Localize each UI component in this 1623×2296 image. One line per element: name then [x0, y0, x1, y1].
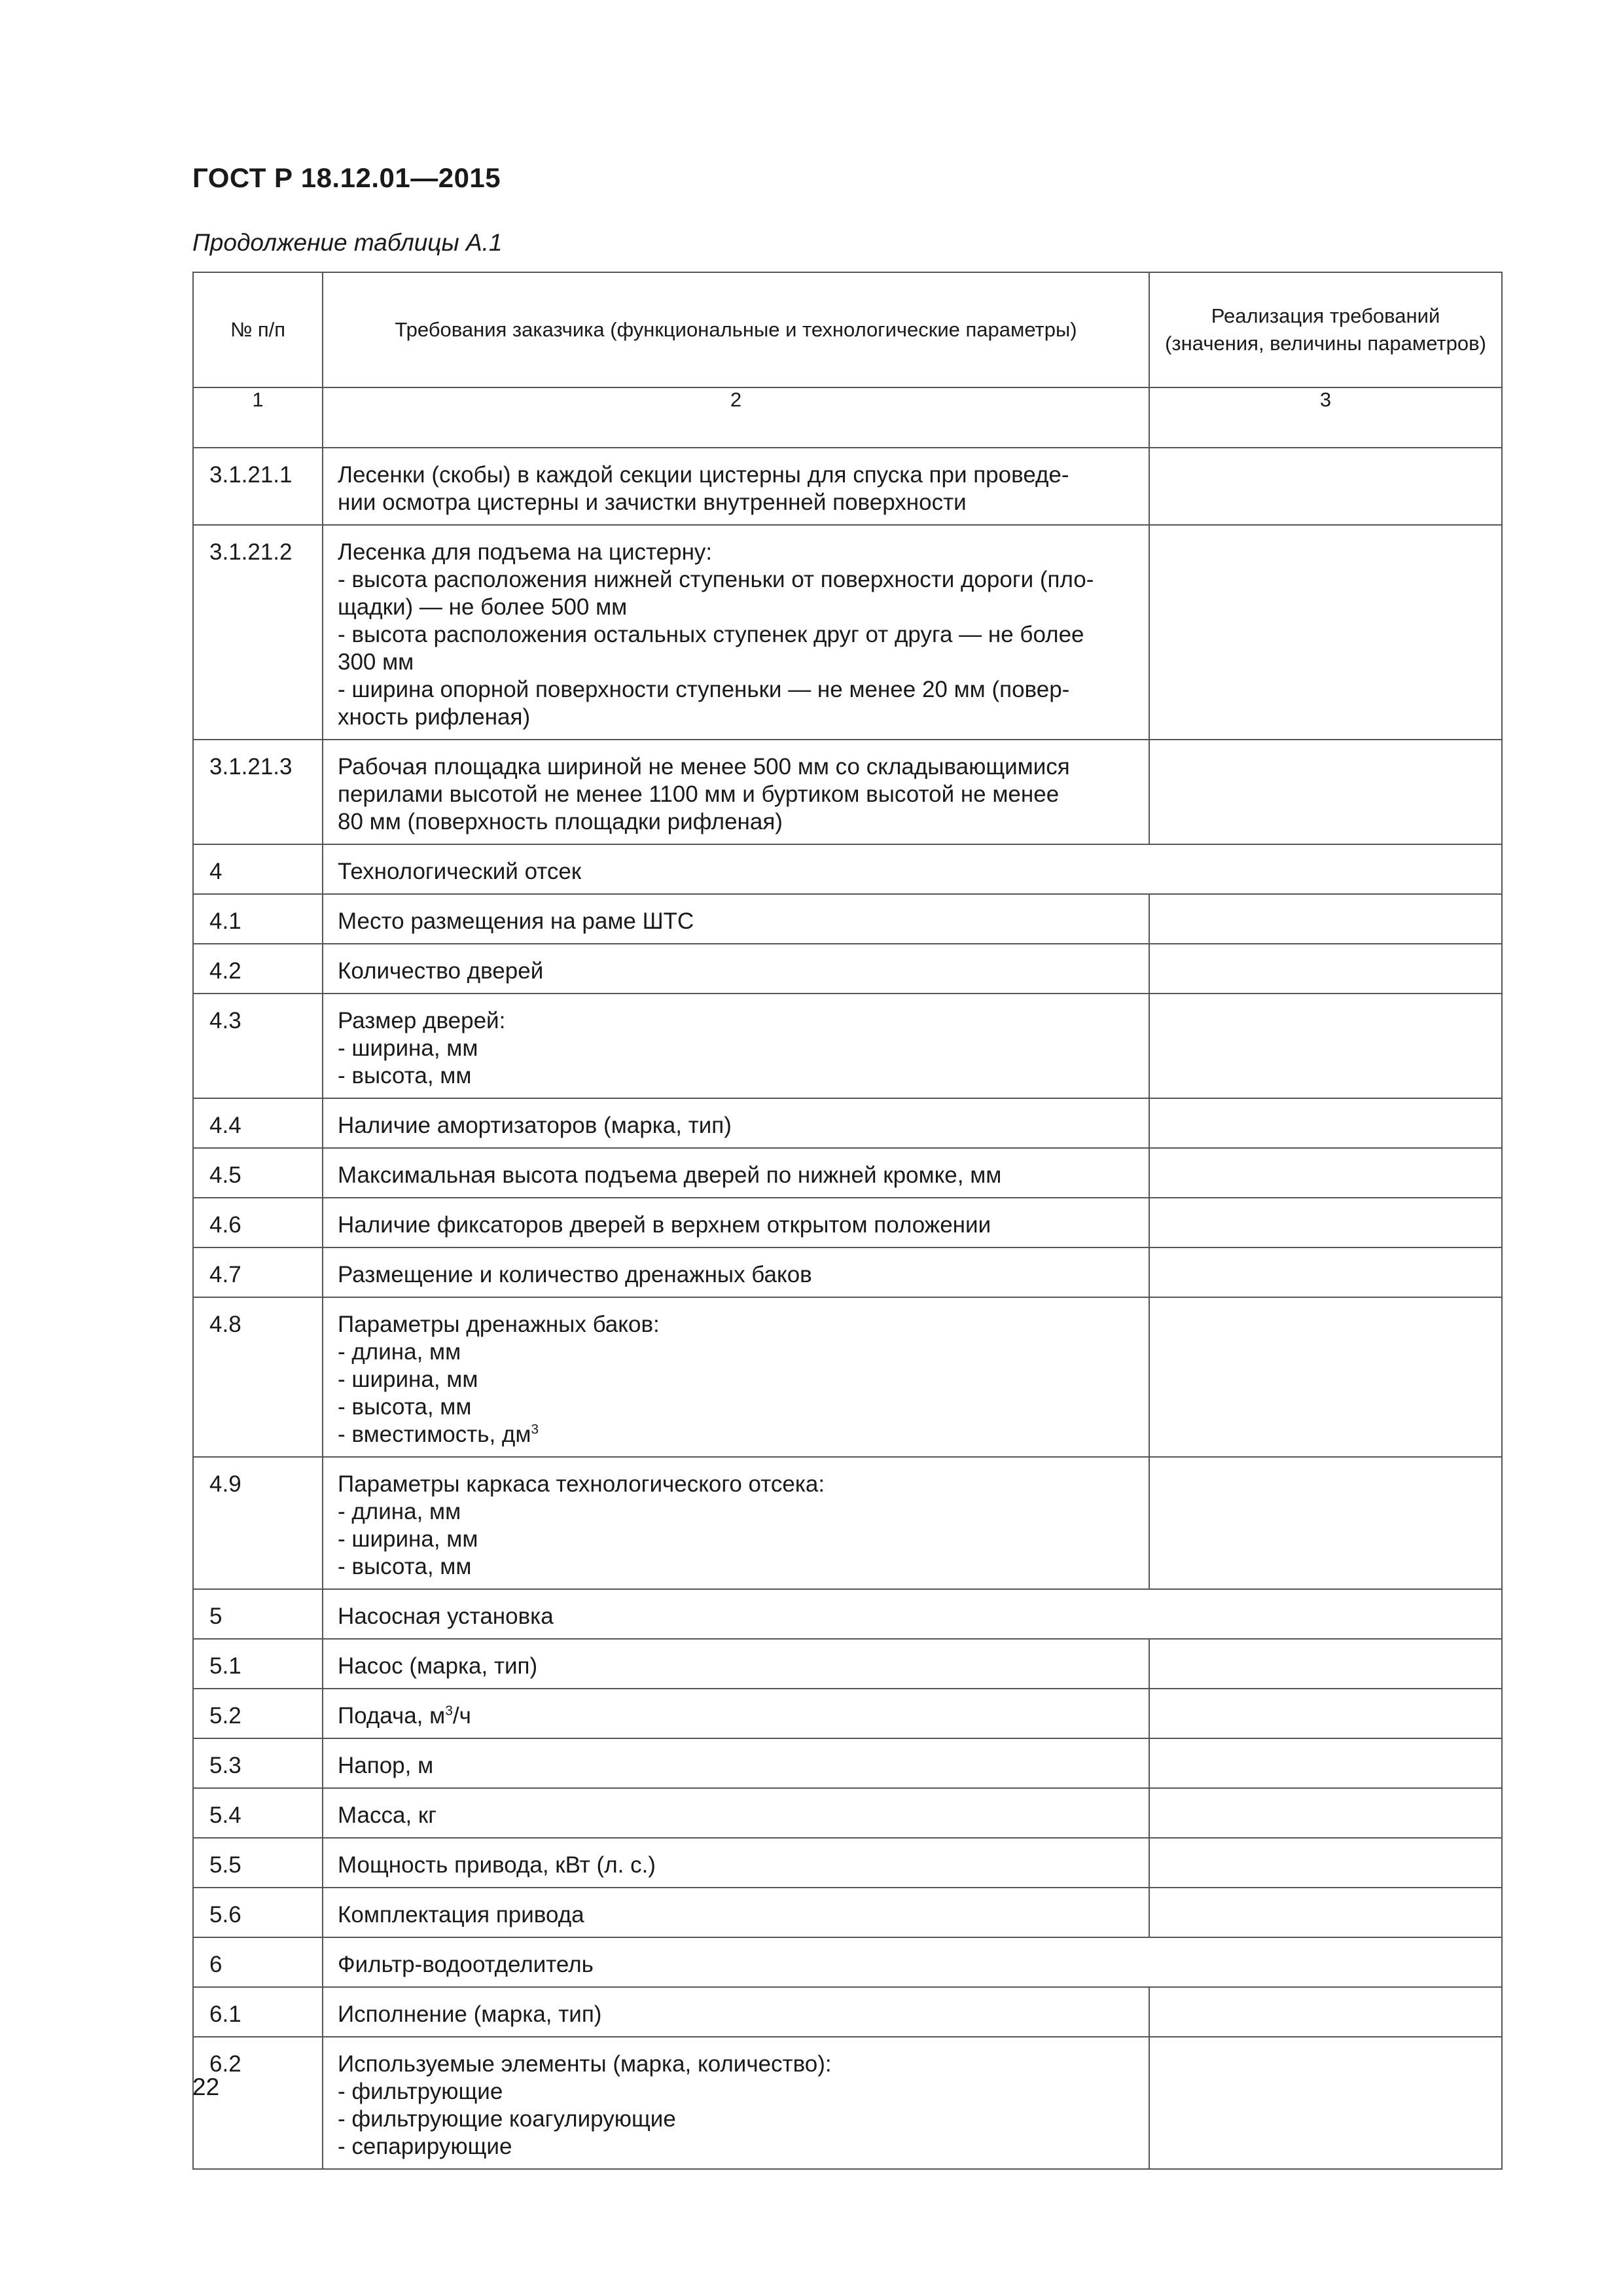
implementation-value[interactable] [1149, 1838, 1502, 1888]
requirement-line: Наличие амортизаторов (марка, тип) [338, 1113, 732, 1138]
requirements-table [192, 272, 1503, 2170]
standard-designation: ГОСТ Р 18.12.01—2015 [192, 162, 501, 193]
requirement-text [323, 1297, 1149, 1457]
implementation-value[interactable] [1149, 994, 1502, 1098]
item-number: 4 [193, 844, 323, 894]
table-row [193, 994, 1502, 1098]
requirement-text [323, 1838, 1149, 1888]
requirement-line: - вместимость, $дм^3$ [338, 1422, 539, 1447]
implementation-value[interactable] [1149, 525, 1502, 740]
section-row [193, 1589, 1502, 1639]
item-number: 4.3 [193, 994, 323, 1098]
implementation-value[interactable] [1149, 1639, 1502, 1689]
requirement-line: Масса, кг [338, 1803, 437, 1828]
requirement-text [323, 525, 1149, 740]
requirement-text [323, 1098, 1149, 1148]
item-number: 5.3 [193, 1738, 323, 1788]
item-number: 6 [193, 1937, 323, 1987]
implementation-value[interactable] [1149, 1689, 1502, 1738]
item-number: 5.5 [193, 1838, 323, 1888]
implementation-value[interactable] [1149, 1738, 1502, 1788]
item-number: 4.2 [193, 944, 323, 994]
item-number: 4.5 [193, 1148, 323, 1198]
requirement-text [323, 894, 1149, 944]
requirement-line: - высота, мм [338, 1063, 472, 1088]
table-row [193, 1689, 1502, 1738]
table-row [193, 1098, 1502, 1148]
requirement-text [323, 1247, 1149, 1297]
item-number: 4.1 [193, 894, 323, 944]
column-number-2: 2 [323, 387, 1149, 448]
requirement-line: Технологический отсек [338, 859, 582, 884]
header-row [193, 272, 1502, 387]
requirement-text [323, 2037, 1149, 2169]
requirement-line: Место размещения на раме ШТС [338, 908, 694, 934]
item-number: 5 [193, 1589, 323, 1639]
item-number: 4.9 [193, 1457, 323, 1589]
requirement-line: 300 мм [338, 649, 414, 675]
header-requirements: Требования заказчика (функциональные и технологические параметры) [323, 272, 1149, 387]
requirement-text [323, 1788, 1149, 1838]
requirement-line: - ширина, мм [338, 1526, 478, 1552]
requirement-text [323, 1937, 1502, 1987]
table-row [193, 1297, 1502, 1457]
requirement-line: Лесенки (скобы) в каждой секции цистерны для спуска при проведе- [338, 462, 1069, 488]
requirement-text [323, 944, 1149, 994]
requirement-line: - ширина опорной поверхности ступеньки — не менее 20 мм (повер- [338, 677, 1070, 702]
requirement-line: Максимальная высота подъема дверей по нижней кромке, мм [338, 1162, 1002, 1188]
implementation-value[interactable] [1149, 1888, 1502, 1937]
item-number: 6.1 [193, 1987, 323, 2037]
requirement-line: - фильтрующие [338, 2079, 503, 2104]
requirement-line: Комплектация привода [338, 1902, 584, 1928]
requirement-line: - высота расположения остальных ступенек друг от друга — не более [338, 622, 1084, 647]
section-row [193, 1937, 1502, 1987]
requirement-line: Лесенка для подъема на цистерну: [338, 539, 713, 565]
table-row [193, 1457, 1502, 1589]
item-number: 6.2 [193, 2037, 323, 2169]
requirement-line: Насосная установка [338, 1604, 554, 1629]
implementation-value[interactable] [1149, 2037, 1502, 2169]
item-number: 5.1 [193, 1639, 323, 1689]
requirement-line: щадки) — не более 500 мм [338, 594, 628, 620]
requirement-text [323, 1888, 1149, 1937]
item-number: 3.1.21.2 [193, 525, 323, 740]
requirement-line: - высота, мм [338, 1554, 472, 1579]
implementation-value[interactable] [1149, 944, 1502, 994]
requirement-text [323, 740, 1149, 844]
page-number: 22 [192, 2073, 220, 2100]
requirement-text [323, 1987, 1149, 2037]
table-row [193, 944, 1502, 994]
item-number: 4.7 [193, 1247, 323, 1297]
column-number-1: 1 [193, 387, 323, 448]
requirement-line: Параметры дренажных баков: [338, 1312, 660, 1337]
implementation-value[interactable] [1149, 894, 1502, 944]
requirement-text [323, 1738, 1149, 1788]
table-row [193, 1987, 1502, 2037]
header-implementation: Реализация требований (значения, величины параметров) [1149, 272, 1502, 387]
requirement-line: - ширина, мм [338, 1367, 478, 1392]
item-number: 5.6 [193, 1888, 323, 1937]
requirement-line: 80 мм (поверхность площадки рифленая) [338, 809, 783, 834]
requirement-line: Наличие фиксаторов дверей в верхнем открытом положении [338, 1212, 991, 1238]
requirement-text [323, 448, 1149, 525]
requirement-text [323, 1457, 1149, 1589]
requirement-line: Рабочая площадка шириной не менее 500 мм со складывающимися [338, 754, 1070, 780]
item-number: 4.6 [193, 1198, 323, 1247]
requirement-line: перилами высотой не менее 1100 мм и буртиком высотой не менее [338, 781, 1060, 807]
requirement-text [323, 1148, 1149, 1198]
requirement-line: Параметры каркаса технологического отсека: [338, 1471, 825, 1497]
section-row [193, 844, 1502, 894]
requirement-text [323, 1198, 1149, 1247]
requirement-line: Размер дверей: [338, 1008, 506, 1033]
table-row [193, 894, 1502, 944]
requirement-line: Исполнение (марка, тип) [338, 2001, 602, 2027]
requirement-line: - высота, мм [338, 1394, 472, 1420]
table-row [193, 1888, 1502, 1937]
table-row [193, 1148, 1502, 1198]
implementation-value[interactable] [1149, 1297, 1502, 1457]
requirement-line: Фильтр-водоотделитель [338, 1952, 594, 1977]
requirement-line: Используемые элементы (марка, количество): [338, 2051, 832, 2077]
requirement-line: Мощность привода, кВт (л. с.) [338, 1852, 656, 1878]
table-row [193, 2037, 1502, 2169]
implementation-value[interactable] [1149, 1148, 1502, 1198]
requirement-line: Подача, $м^3/ч$ [338, 1703, 471, 1729]
implementation-value[interactable] [1149, 448, 1502, 525]
requirement-line: - ширина, мм [338, 1035, 478, 1061]
table-row [193, 525, 1502, 740]
requirement-text [323, 1589, 1502, 1639]
requirement-line: Напор, м [338, 1753, 434, 1778]
implementation-value[interactable] [1149, 1457, 1502, 1589]
implementation-value[interactable] [1149, 1987, 1502, 2037]
implementation-value[interactable] [1149, 1198, 1502, 1247]
table-row [193, 1738, 1502, 1788]
requirement-text [323, 994, 1149, 1098]
requirement-line: нии осмотра цистерны и зачистки внутренней поверхности [338, 490, 967, 515]
item-number: 5.2 [193, 1689, 323, 1738]
requirement-line: - длина, мм [338, 1339, 461, 1365]
table-row [193, 1198, 1502, 1247]
implementation-value[interactable] [1149, 1247, 1502, 1297]
item-number: 4.4 [193, 1098, 323, 1148]
implementation-value[interactable] [1149, 740, 1502, 844]
requirement-text [323, 1689, 1149, 1738]
requirement-line: Количество дверей [338, 958, 544, 984]
table-row [193, 448, 1502, 525]
item-number: 3.1.21.1 [193, 448, 323, 525]
table-body [193, 448, 1502, 2169]
requirement-text [323, 1639, 1149, 1689]
table-row [193, 1838, 1502, 1888]
item-number: 5.4 [193, 1788, 323, 1838]
table-row [193, 1639, 1502, 1689]
requirement-line: - длина, мм [338, 1499, 461, 1524]
item-number: 3.1.21.3 [193, 740, 323, 844]
requirement-line: - высота расположения нижней ступеньки от поверхности дороги (пло- [338, 567, 1094, 592]
table-row [193, 1247, 1502, 1297]
column-number-3: 3 [1149, 387, 1502, 448]
implementation-value[interactable] [1149, 1788, 1502, 1838]
header-number: № п/п [193, 272, 323, 387]
requirement-line: Насос (марка, тип) [338, 1653, 538, 1679]
implementation-value[interactable] [1149, 1098, 1502, 1148]
table-row [193, 740, 1502, 844]
table-row [193, 1788, 1502, 1838]
item-number: 4.8 [193, 1297, 323, 1457]
requirement-line: - сепарирующие [338, 2134, 512, 2159]
requirement-text [323, 844, 1502, 894]
requirement-line: - фильтрующие коагулирующие [338, 2106, 676, 2132]
requirement-line: хность рифленая) [338, 704, 531, 730]
requirement-line: Размещение и количество дренажных баков [338, 1262, 812, 1287]
table-continuation-caption: Продолжение таблицы А.1 [192, 229, 503, 256]
column-number-row [193, 387, 1502, 448]
